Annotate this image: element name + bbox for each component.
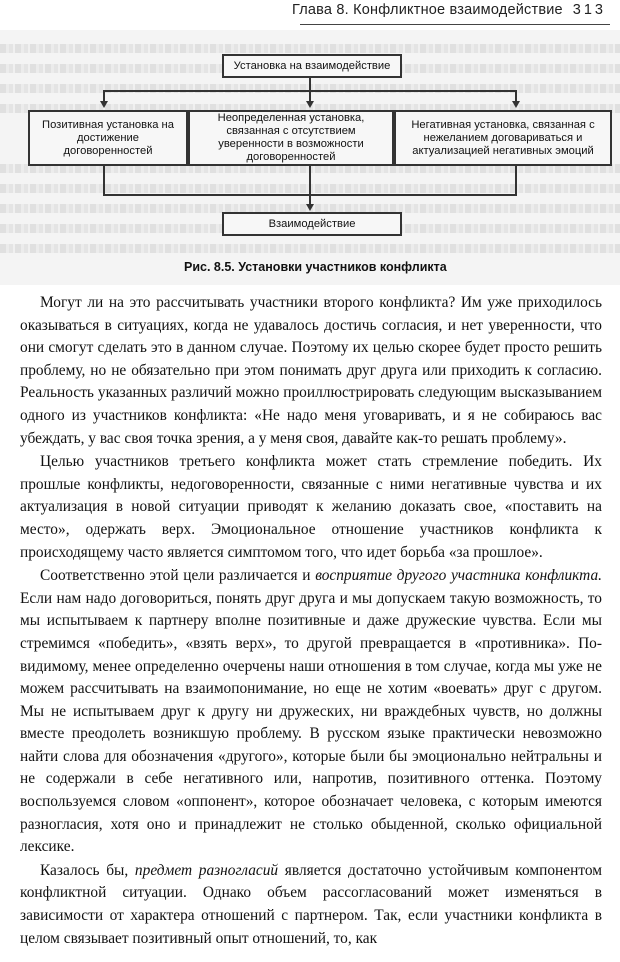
chapter-title: Глава 8. Конфликтное взаимодействие [292, 2, 563, 18]
box-label: Неопределенная установка, связанная с отсутствием уверенности в возможности договоренностей [217, 112, 365, 163]
box-label: Позитивная установка на достижение договоренностей [42, 118, 174, 157]
attitudes-diagram [0, 30, 620, 285]
paragraph-3-emphasis: восприятие другого участника конфликта. [315, 567, 603, 585]
box-attitude-to-interaction [222, 54, 402, 78]
paragraph-4-emphasis: предмет разногласий [134, 861, 279, 879]
box-label: Негативная установка, связанная с нежеланием договариваться и актуализацией негативных эмоций [411, 118, 595, 157]
arrow-down-icon [100, 101, 108, 108]
body-text [20, 292, 602, 951]
arrow-down-icon [512, 101, 520, 108]
figure-caption: Рис. 8.5. Установки участников конфликта [178, 260, 453, 274]
paragraph-1: Могут ли на это рассчитывать участники второго конфликта? Им уже приходилось оказываться в ситуациях, когда не удавалось достичь согласия, и нет уверенности, что они смогут сделать это в данном случае. Поэтому их целью скорее будет просто решить проблему, но не обязательно при этом понимать друг друга или приходить к согласию. Реальность указанных различий можно проиллюстрировать следующим высказыванием одного из участников конфликта: «Не надо меня уговаривать, и я не собираюсь вас убеждать, у вас своя точка зрения, а у меня своя, давайте как-то решать проблему». [20, 294, 602, 447]
arrow-down-icon [306, 101, 314, 108]
box-label: Установка на взаимодействие [233, 59, 391, 72]
paragraph-4-start: Казалось бы, [40, 861, 135, 879]
box-label: Взаимодействие [268, 217, 356, 230]
header-rule [300, 24, 610, 25]
connector-mid-down [309, 166, 311, 204]
box-interaction [222, 212, 402, 236]
box-negative-attitude [394, 110, 612, 166]
connector-right-down [515, 166, 517, 194]
figure-8-5 [0, 30, 620, 285]
running-header [292, 2, 606, 18]
paragraph-3 [20, 565, 602, 859]
paragraph-4-rest: является достаточно устойчивым компонентом конфликтной ситуации. Однако объем рассогласований может изменяться в зависимости от характера отношений с партнером. Так, если участники конфликта в целом связывает позитивный опыт отношений, то, как [20, 861, 602, 947]
paragraph-3-rest: Если нам надо договориться, понять друг друга и мы допускаем такую возможность, то мы испытываем к партнеру вполне позитивные и даже дружеские чувства. Если мы стремимся «победить», «взять верх», то другой превращается в «противника». По-видимому, менее определенно очерчены наши отношения в том случае, когда мы уже не можем рассчитывать на взаимопонимание, но еще не хотим «воевать» друг с другом. Мы не испытываем друг к другу ни дружеских, ни враждебных чувств, но должны вместе преодолеть возникшую проблему. В русском языке практически невозможно найти слова для обозначения «другого», которые были бы эмоционально нейтральны и не содержали в себе негативного или, напротив, позитивного оттенка. Поэтому воспользуемся словом «оппонент», которое обозначает человека, с которым имеются разногласия, хотя оно и принадлежит не столько обыденной, сколько официальной лексике. [20, 589, 602, 856]
paragraph-3-start: Соответственно этой цели различается и [40, 567, 316, 585]
connector-top-stem [309, 76, 311, 90]
box-uncertain-attitude [188, 110, 394, 166]
paragraph-2: Целью участников третьего конфликта может стать стремление победить. Их прошлые конфликты, недоговоренности, связанные с ними негативные чувства и их актуализация в новой ситуации приводят к желанию доказать свое, «поставить на место», одержать верх. Эмоциональное отношение участников конфликта к происходящему часто является симптомом того, что идет борьба «за прошлое». [20, 453, 602, 561]
page-number: 313 [572, 2, 606, 18]
paragraph-4 [20, 860, 602, 950]
box-positive-attitude [28, 110, 188, 166]
connector-left-down [103, 166, 105, 194]
arrow-down-icon [306, 204, 314, 211]
